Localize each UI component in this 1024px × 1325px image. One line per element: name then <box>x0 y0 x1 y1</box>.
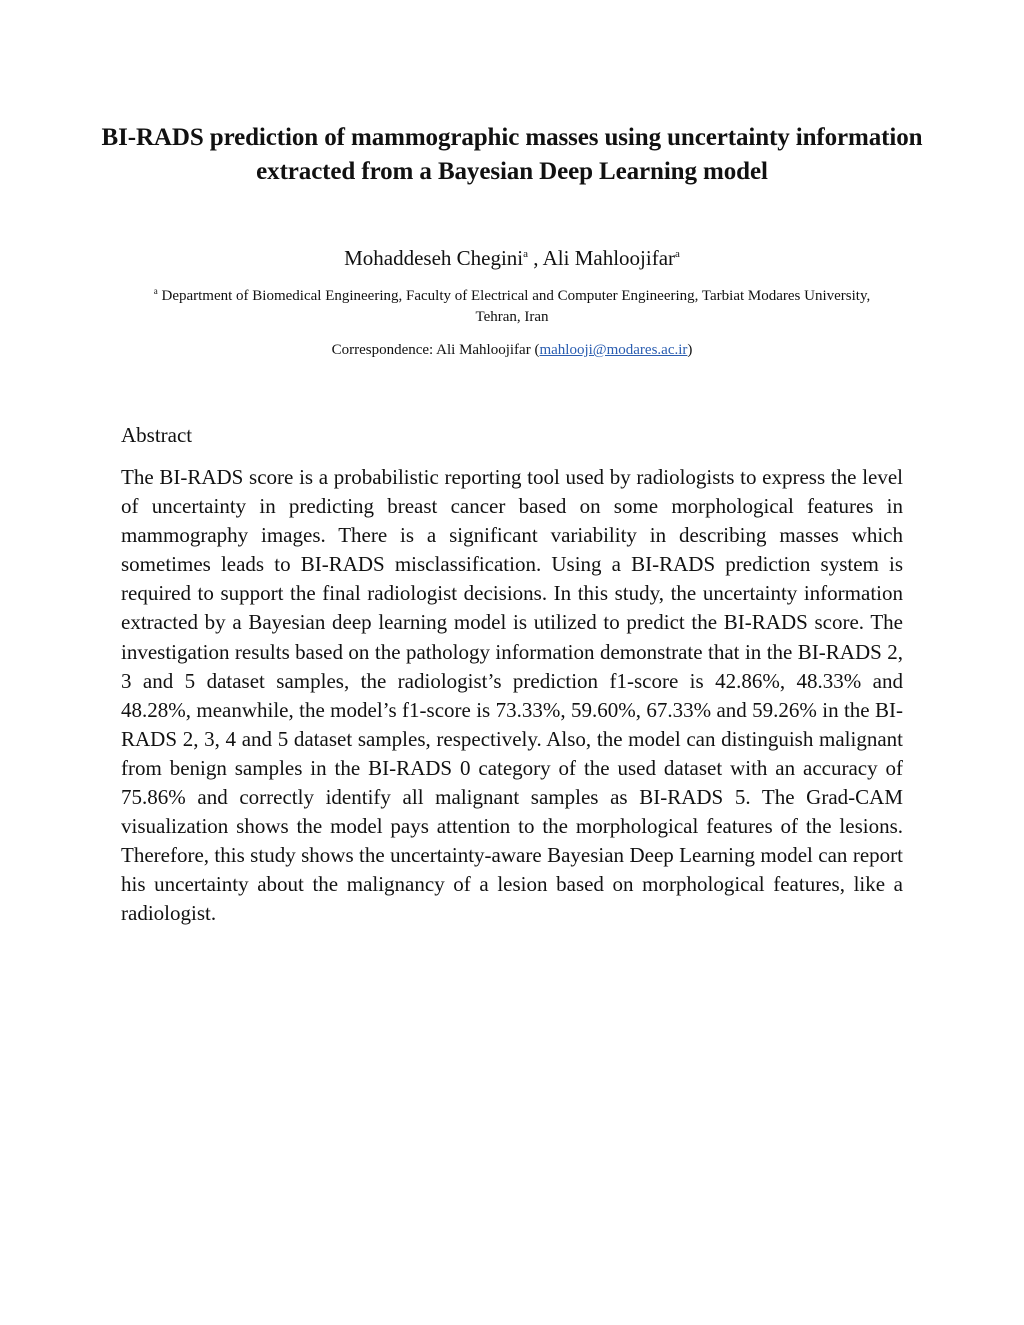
abstract-body: The BI-RADS score is a probabilistic reporting tool used by radiologists to express the level of uncertainty in predicting breast cancer based on some morphological features in mammography images. There is a significant variability in describing masses which sometimes leads to BI-RADS misclassification. Using a BI-RADS prediction system is required to support the final radiologist decisions. In this study, the uncertainty information extracted by a Bayesian deep learning model is utilized to predict the BI-RADS score. The investigation results based on the pathology information demonstrate that in the BI-RADS 2, 3 and 5 dataset samples, the radiologist’s prediction f1-score is 42.86%, 48.33% and 48.28%, meanwhile, the model’s f1-score is 73.33%, 59.60%, 67.33% and 59.26% in the BI-RADS 2, 3, 4 and 5 dataset samples, respectively. Also, the model can distinguish malignant from benign samples in the BI-RADS 0 category of the used dataset with an accuracy of 75.86% and correctly identify all malignant samples as BI-RADS 5. The Grad-CAM visualization shows the model pays attention to the morphological features of the lesions. Therefore, this study shows the uncertainty-aware Bayesian Deep Learning model can report his uncertainty about the malignancy of a lesion based on morphological features, like a radiologist. <box>121 465 903 926</box>
author-affiliation-mark: a <box>523 248 529 260</box>
correspondence <box>100 340 924 361</box>
correspondence-prefix: Correspondence: Ali Mahloojifar ( <box>331 342 540 358</box>
correspondence-email-link[interactable]: mahlooji@modares.ac.ir <box>539 342 688 358</box>
correspondence-suffix: ) <box>687 342 693 358</box>
author-name: Ali Mahloojifar <box>542 246 676 270</box>
affiliation-text: Department of Biomedical Engineering, Faculty of Electrical and Computer Engineering, Tarbiat Modares University, Tehran, Iran <box>161 288 871 325</box>
author-line <box>100 244 924 272</box>
author-affiliation-mark: a <box>675 248 680 260</box>
paper-title: BI-RADS prediction of mammographic masses using uncertainty information extracted from a Bayesian Deep Learning model <box>101 124 923 185</box>
affiliation-mark: a <box>153 286 158 296</box>
affiliation <box>130 286 894 328</box>
author-separator: , <box>528 246 543 270</box>
author-name: Mohaddeseh Chegini <box>344 246 524 270</box>
abstract-heading: Abstract <box>121 423 193 447</box>
